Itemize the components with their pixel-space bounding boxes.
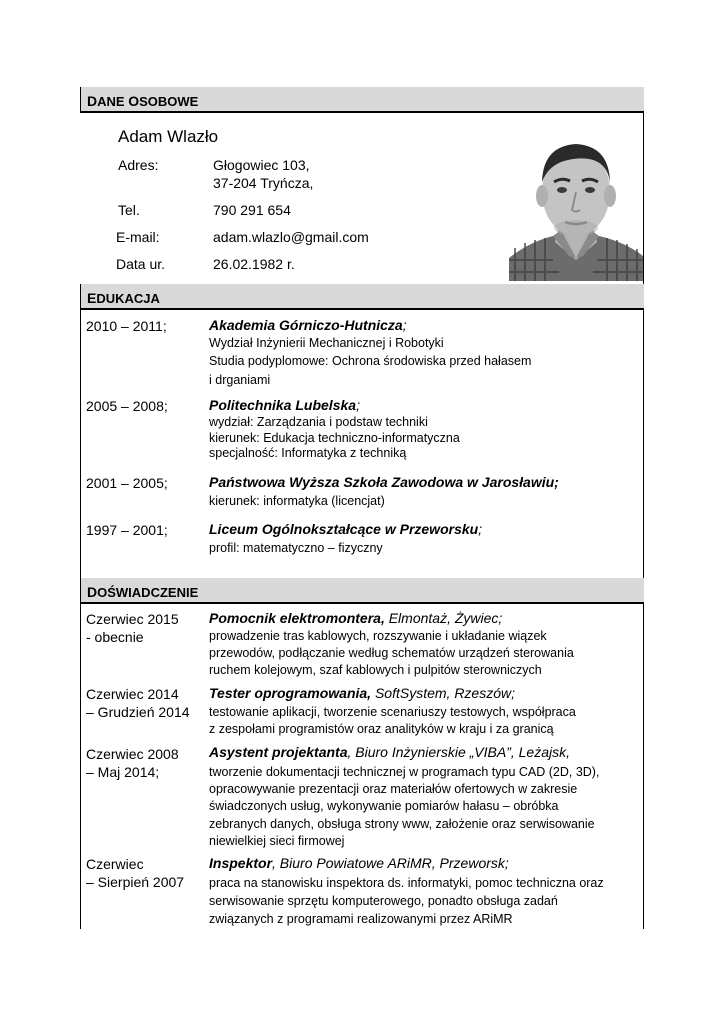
experience-period [86,685,190,721]
education-period: 1997 – 2001; [86,522,168,538]
experience-position [209,744,570,760]
education-institution [209,397,360,413]
experience-detail [209,874,604,928]
experience-detail [209,764,599,850]
section-header-education [80,284,644,310]
person-name: Adam Wlazło [118,127,219,146]
dob-value: 26.02.1982 r. [213,256,295,272]
education-detail [209,335,531,389]
section-header-personal [80,87,644,113]
detail-line: specjalność: Informatyka z techniką [209,446,407,460]
position-employer: , Biuro Inżynierskie „VIBA”, Leżajsk, [347,744,571,760]
institution-name: Państwowa Wyższa Szkoła Zawodowa w Jarosławiu; [209,474,559,490]
period-end: – Grudzień 2014 [86,704,190,720]
detail-line: świadczonych usług, wykonywanie pomiarów hałasu – obróbka [209,799,559,814]
detail-line: opracowywanie prezentacji oraz materiałów ofertowych w zakresie [209,782,578,797]
education-institution [209,521,482,537]
email-label: E-mail: [116,229,160,245]
experience-period [86,610,179,646]
email-value: adam.wlazlo@gmail.com [213,229,369,245]
phone-value: 790 291 654 [213,202,291,218]
education-institution [209,317,407,333]
left-rule-experience [80,604,81,929]
left-rule-education [80,310,81,578]
education-period: 2001 – 2005; [86,475,168,491]
experience-period [86,745,179,781]
detail-line: związanych z programami realizowanymi przez ARiMR [209,912,513,926]
experience-position [209,610,502,626]
experience-detail [209,704,576,738]
period-end: – Sierpień 2007 [86,874,185,890]
experience-detail [209,628,574,679]
position-employer: Elmontaż, Żywiec; [384,610,503,626]
address-line-2: 37-204 Tryńcza, [213,175,314,191]
detail-line: testowanie aplikacji, tworzenie scenariuszy testowych, współpraca [209,705,576,719]
detail-line: kierunek: informatyka (licencjat) [209,494,385,508]
education-detail [209,493,385,510]
phone-label: Tel. [118,202,140,218]
profile-photo [509,130,643,281]
institution-punct: ; [402,317,407,333]
detail-line: profil: matematyczno – fizyczny [209,541,383,555]
period-start: Czerwiec 2008 [86,746,179,762]
period-end: - obecnie [86,629,144,645]
institution-name: Akademia Górniczo-Hutnicza [209,317,403,333]
section-title: DOŚWIADCZENIE [87,584,199,600]
detail-line: zebranych danych, obsługa strony www, założenie oraz serwisowanie [209,816,595,831]
detail-line: prowadzenie tras kablowych, rozszywanie i układanie wiązek [209,629,547,643]
experience-position [209,685,515,701]
section-header-experience [80,578,644,604]
detail-line: praca na stanowisku inspektora ds. informatyki, pomoc techniczna oraz [209,876,604,890]
detail-line: kierunek: Edukacja techniczno-informatyczna [209,430,460,445]
detail-line: niewielkiej sieci firmowej [209,833,345,848]
detail-line: Wydział Inżynierii Mechanicznej i Robotyki [209,336,444,350]
detail-line: i drganiami [209,373,271,387]
position-title: Pomocnik elektromontera, [209,610,385,626]
period-start: Czerwiec 2014 [86,686,179,702]
institution-name: Politechnika Lubelska [209,397,357,413]
detail-line: wydział: Zarządzania i podstaw techniki [209,415,428,429]
position-title: Tester oprogramowania, [209,685,372,701]
institution-name: Liceum Ogólnokształcące w Przeworsku [209,521,479,537]
address-label: Adres: [118,157,159,173]
section-title: EDUKACJA [87,290,160,306]
institution-punct: ; [478,521,483,537]
period-end: – Maj 2014; [86,764,160,780]
institution-punct: ; [356,397,360,413]
right-rule-education [643,310,644,578]
education-period: 2005 – 2008; [86,398,168,414]
position-title: Inspektor [209,855,273,871]
position-employer: , Biuro Powiatowe ARiMR, Przeworsk; [272,855,509,871]
position-employer: SoftSystem, Rzeszów; [371,685,516,701]
detail-line: z zespołami programistów oraz analityków w kraju i za granicą [209,722,554,736]
experience-position [209,855,509,871]
detail-line: tworzenie dokumentacji technicznej w programach typu CAD (2D, 3D), [209,765,600,779]
section-title: DANE OSOBOWE [87,93,199,109]
address-line-1: Głogowiec 103, [213,157,310,173]
period-start: Czerwiec 2015 [86,611,179,627]
right-rule-experience [643,604,644,929]
education-institution [209,474,559,490]
dob-label: Data ur. [116,256,166,272]
period-start: Czerwiec [86,856,144,872]
position-title: Asystent projektanta [209,744,348,760]
education-detail [209,540,383,557]
detail-line: ruchem kolejowym, szaf kablowych i pulpitów sterowniczych [209,663,542,677]
right-rule-personal [643,113,644,284]
detail-line: przewodów, podłączanie według schematów urządzeń sterowania [209,646,574,660]
education-detail [209,415,460,462]
detail-line: Studia podyplomowe: Ochrona środowiska przed hałasem [209,354,532,368]
experience-period [86,855,184,891]
education-period: 2010 – 2011; [86,318,167,334]
detail-line: serwisowanie sprzętu komputerowego, ponadto obsługa zadań [209,894,558,908]
